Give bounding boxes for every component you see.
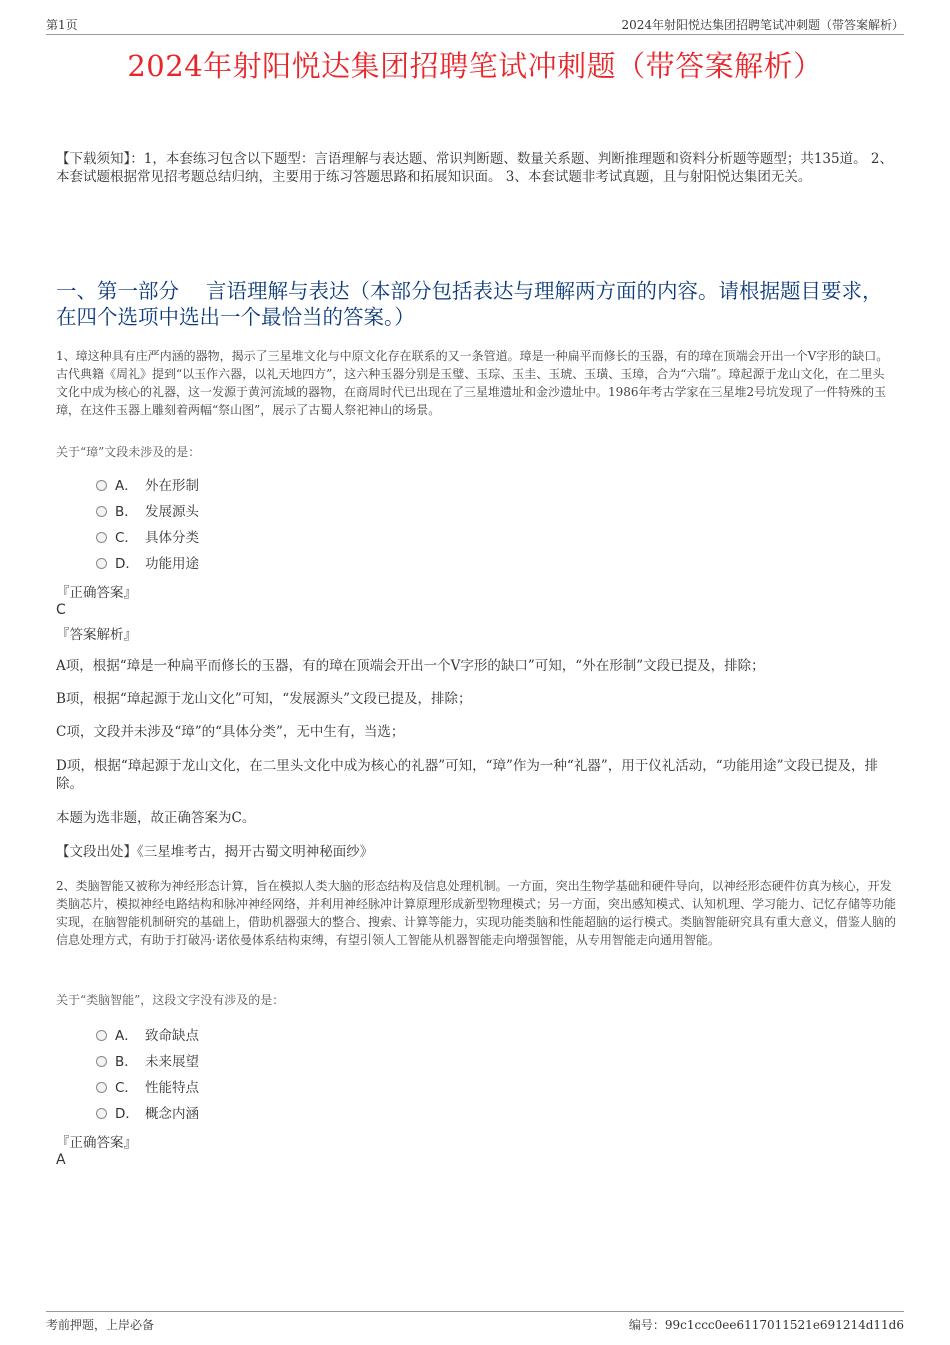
q2-question: 关于“类脑智能”，这段文字没有涉及的是： <box>56 993 285 1007</box>
page-header <box>46 14 904 35</box>
q1-source: 【文段出处】《三星堆考古，揭开古蜀文明神秘面纱》 <box>56 844 374 860</box>
q2-answer: A <box>56 1152 66 1168</box>
q1-option-a[interactable] <box>96 476 199 496</box>
option-letter: A． <box>115 478 138 494</box>
option-text: 性能特点 <box>145 1080 199 1096</box>
section-title: 一、第一部分 言语理解与表达（本部分包括表达与理解两方面的内容。请根据题目要求，在四个选项中选出一个最恰当的答案。） <box>56 279 883 329</box>
q1-analysis-a: A项，根据“璋是一种扁平而修长的玉器，有的璋在顶端会开出一个V字形的缺口”可知，“外在形制”文段已提及，排除； <box>56 658 765 674</box>
option-text: 具体分类 <box>145 530 199 546</box>
option-letter: B． <box>115 1054 138 1070</box>
q2-option-b[interactable] <box>96 1052 199 1072</box>
q1-option-c[interactable] <box>96 528 199 548</box>
radio-icon[interactable] <box>96 480 107 491</box>
q1-conclusion: 本题为选非题，故正确答案为C。 <box>56 810 256 826</box>
option-letter: A． <box>115 1028 138 1044</box>
radio-icon[interactable] <box>96 1082 107 1093</box>
header-doc-title: 2024年射阳悦达集团招聘笔试冲刺题（带答案解析） <box>621 18 904 32</box>
q1-analysis-b: B项，根据“璋起源于龙山文化”可知，“发展源头”文段已提及，排除； <box>56 691 472 707</box>
q1-option-b[interactable] <box>96 502 199 522</box>
option-letter: D． <box>115 1106 139 1122</box>
q1-analysis-label: 『答案解析』 <box>56 627 137 643</box>
radio-icon[interactable] <box>96 1108 107 1119</box>
option-letter: B． <box>115 504 138 520</box>
option-text: 致命缺点 <box>145 1028 199 1044</box>
page-footer <box>46 1311 904 1332</box>
option-text: 外在形制 <box>145 478 199 494</box>
option-letter: C． <box>115 1080 138 1096</box>
radio-icon[interactable] <box>96 532 107 543</box>
q2-passage: 2、类脑智能又被称为神经形态计算，旨在模拟人类大脑的形态结构及信息处理机制。一方面，突出生物学基础和硬件导向，以神经形态硬件仿真为核心，开发类脑芯片，模拟神经电路结构和脉冲神经网络，并利用神经脉冲计算原理形成新型物理模式；另一方面，突出感知模式、认知机理、学习能力、记忆存储等功能实现，在脑智能机制研究的基础上，借助机器强大的整合、搜索、计算等能力，实现功能类脑和性能超脑的运行模式。类脑智能研究具有重大意义，借鉴人脑的信息处理方式，有助于打破冯·诺依曼体系结构束缚，有望引领人工智能从机器智能走向增强智能，从专用智能走向通用智能。 <box>56 879 897 947</box>
option-text: 未来展望 <box>145 1054 199 1070</box>
option-text: 发展源头 <box>145 504 199 520</box>
option-text: 概念内涵 <box>145 1106 199 1122</box>
q2-option-c[interactable] <box>96 1078 199 1098</box>
q2-option-a[interactable] <box>96 1026 199 1046</box>
q1-analysis-c: C项，文段并未涉及“璋”的“具体分类”，无中生有，当选； <box>56 724 405 740</box>
radio-icon[interactable] <box>96 1056 107 1067</box>
q1-analysis-d: D项，根据“璋起源于龙山文化，在二里头文化中成为核心的礼器”可知，“璋”作为一种“礼器”，用于仪礼活动，“功能用途”文段已提及，排除。 <box>56 758 879 792</box>
q1-answer: C <box>56 602 66 618</box>
q1-passage: 1、璋这种具有庄严内涵的器物，揭示了三星堆文化与中原文化存在联系的又一条管道。璋是一种扁平而修长的玉器，有的璋在顶端会开出一个V字形的缺口。古代典籍《周礼》提到“以玉作六器，以礼天地四方”，这六种玉器分别是玉璧、玉琮、玉圭、玉琥、玉璜、玉璋，合为“六瑞”。璋起源于龙山文化，在二里头文化中成为核心的礼器，这一发源于黄河流域的器物，在商周时代已出现在了三星堆遗址和金沙遗址中。1986年考古学家在三星堆2号坑发现了一件特殊的玉璋，在这件玉器上雕刻着两幅“祭山图”，展示了古蜀人祭祀神山的场景。 <box>56 349 889 417</box>
q1-answer-label: 『正确答案』 <box>56 585 137 601</box>
q2-option-d[interactable] <box>96 1104 199 1124</box>
footer-slogan: 考前押题，上岸必备 <box>46 1318 155 1332</box>
radio-icon[interactable] <box>96 558 107 569</box>
option-letter: C． <box>115 530 138 546</box>
radio-icon[interactable] <box>96 506 107 517</box>
page-title: 2024年射阳悦达集团招聘笔试冲刺题（带答案解析） <box>127 49 823 83</box>
download-notice: 【下载须知】：1，本套练习包含以下题型：言语理解与表达题、常识判断题、数量关系题、判断推理题和资料分析题等题型；共135道。 2、本套试题根据常见招考题总结归纳，主要用于练习答题思路和拓展知识面。 3、本套试题非考试真题，且与射阳悦达集团无关。 <box>56 151 893 185</box>
footer-doc-id: 编号：99c1ccc0ee6117011521e691214d11d6 <box>628 1318 904 1332</box>
page-number: 第1页 <box>46 18 78 32</box>
option-letter: D． <box>115 556 139 572</box>
q1-option-d[interactable] <box>96 554 199 574</box>
radio-icon[interactable] <box>96 1030 107 1041</box>
q2-answer-label: 『正确答案』 <box>56 1135 137 1151</box>
q1-question: 关于“璋”文段未涉及的是： <box>56 445 201 459</box>
option-text: 功能用途 <box>145 556 199 572</box>
